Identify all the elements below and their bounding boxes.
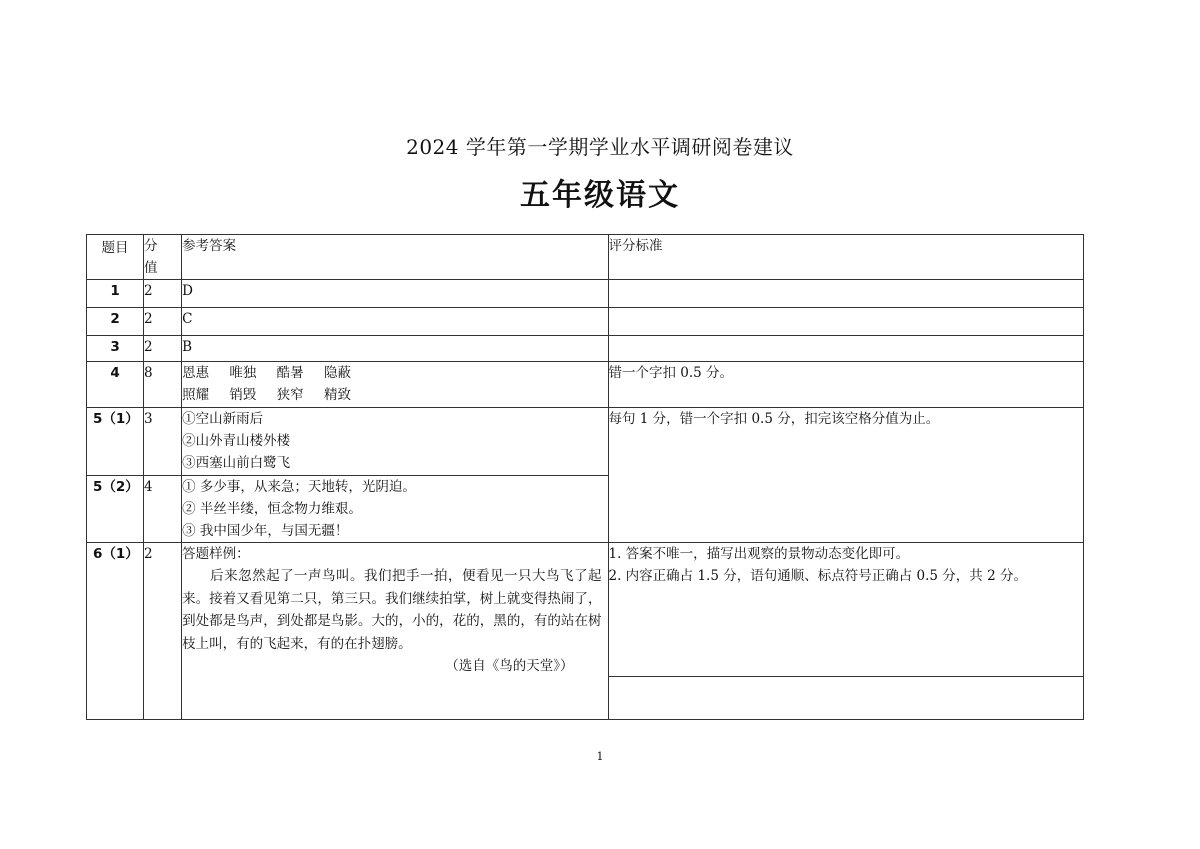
header-rubric: 评分标准 xyxy=(608,235,1084,280)
answer-line xyxy=(182,384,607,406)
table-row xyxy=(87,336,1084,362)
answer-word: 销毁 xyxy=(229,387,257,403)
answer-line: ①空山新雨后 xyxy=(182,411,264,427)
answer-text xyxy=(182,476,608,543)
answer-line: ② 半丝半缕，恒念物力维艰。 xyxy=(182,501,362,517)
answer-line: ① 多少事，从来急；天地转，光阴迫。 xyxy=(182,479,416,495)
answer-line xyxy=(182,362,607,384)
answer-word: 唯独 xyxy=(229,365,257,381)
answer-source: （选自《鸟的天堂》） xyxy=(445,658,574,674)
answer-line: ②山外青山楼外楼 xyxy=(182,433,291,449)
table-row xyxy=(87,408,1084,476)
answer-word: 酷暑 xyxy=(276,365,304,381)
header-score xyxy=(144,235,182,280)
answer-word: 恩惠 xyxy=(182,365,210,381)
document-title: 2024 学年第一学期学业水平调研阅卷建议 xyxy=(406,135,794,159)
document-subtitle: 五年级语文 xyxy=(520,178,680,213)
answer-word: 精致 xyxy=(323,387,351,403)
question-number: 5（2） xyxy=(87,476,144,543)
rubric-cell xyxy=(608,280,1084,308)
question-number: 1 xyxy=(87,280,144,308)
rubric-subtable xyxy=(609,543,1084,719)
question-number: 3 xyxy=(87,336,144,362)
rubric-cell xyxy=(608,308,1084,336)
answer-paragraph: 后来忽然起了一声鸟叫。我们把手一拍，便看见一只大鸟飞了起来。接着又看见第二只，第三只。我们继续拍掌，树上就变得热闹了，到处都是鸟声，到处都是鸟影。大的，小的，花的，黑的，有的站在树枝上叫，有的飞起来，有的在扑翅膀。 xyxy=(182,568,602,652)
score-value: 3 xyxy=(144,408,182,476)
answer-word: 照耀 xyxy=(182,387,210,403)
question-number: 5（1） xyxy=(87,408,144,476)
score-value: 2 xyxy=(144,280,182,308)
answer-text xyxy=(182,362,608,408)
question-number: 2 xyxy=(87,308,144,336)
table-row xyxy=(87,543,1084,720)
rubric-line: 1. 答案不唯一，描写出观察的景物动态变化即可。 xyxy=(608,546,910,562)
answer-line: ③ 我中国少年，与国无疆！ xyxy=(182,523,349,539)
rubric-empty-cell xyxy=(609,676,1084,719)
grading-table xyxy=(86,234,1084,720)
answer-text: C xyxy=(182,308,608,336)
question-number: 6（1） xyxy=(87,543,144,720)
table-row xyxy=(87,362,1084,408)
table-row xyxy=(87,280,1084,308)
table-row xyxy=(87,308,1084,336)
score-value: 2 xyxy=(144,308,182,336)
question-number: 4 xyxy=(87,362,144,408)
rubric-text xyxy=(609,543,1084,676)
answer-word: 狭窄 xyxy=(276,387,304,403)
score-value: 8 xyxy=(144,362,182,408)
table-header-row xyxy=(87,235,1084,280)
answer-text xyxy=(182,543,608,720)
answer-text: D xyxy=(182,280,608,308)
rubric-cell xyxy=(608,336,1084,362)
answer-text: B xyxy=(182,336,608,362)
score-value: 2 xyxy=(144,543,182,720)
score-value: 4 xyxy=(144,476,182,543)
answer-word: 隐蔽 xyxy=(323,365,351,381)
rubric-cell xyxy=(608,543,1084,720)
header-score-line2: 值 xyxy=(144,260,158,276)
header-score-line1: 分 xyxy=(144,238,158,254)
rubric-line: 2. 内容正确占 1.5 分，语句通顺、标点符号正确占 0.5 分，共 2 分。 xyxy=(608,568,1027,584)
header-question: 题目 xyxy=(87,235,144,280)
rubric-text: 错一个字扣 0.5 分。 xyxy=(608,362,1084,408)
answer-intro: 答题样例： xyxy=(182,546,250,562)
rubric-text: 每句 1 分，错一个字扣 0.5 分，扣完该空格分值为止。 xyxy=(608,408,1084,543)
page-number: 1 xyxy=(596,750,604,763)
answer-text xyxy=(182,408,608,476)
score-value: 2 xyxy=(144,336,182,362)
header-answer: 参考答案 xyxy=(182,235,608,280)
answer-line: ③西塞山前白鹭飞 xyxy=(182,455,291,471)
